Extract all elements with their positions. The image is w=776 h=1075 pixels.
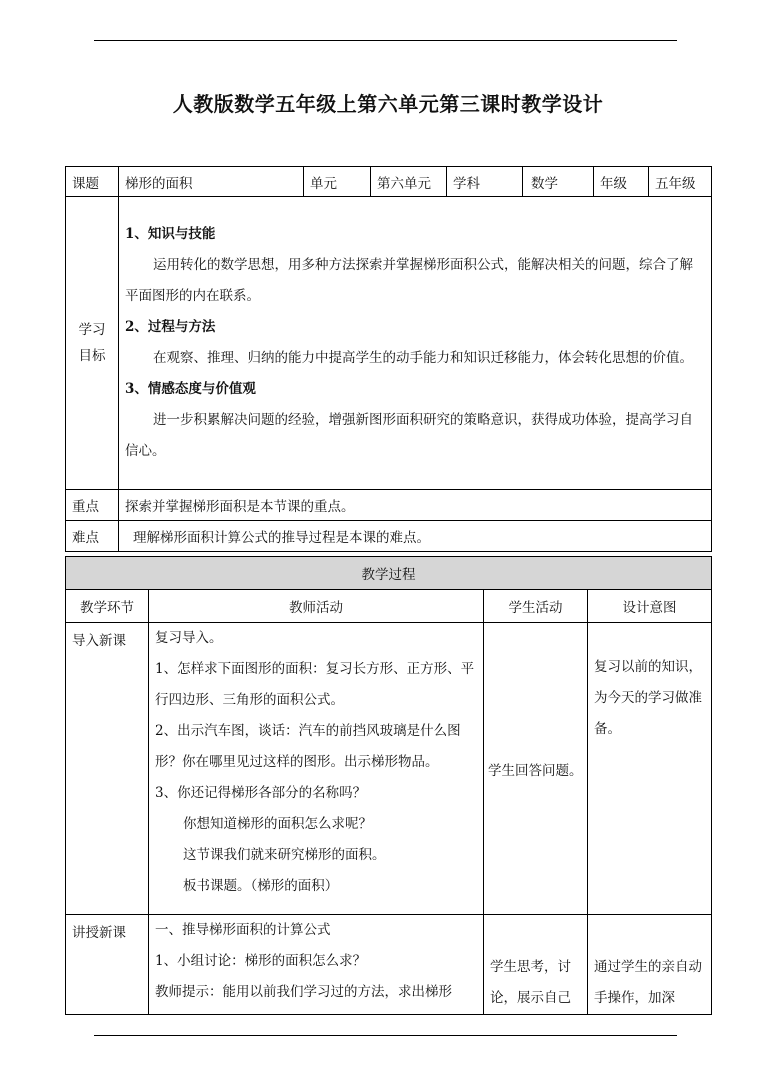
lesson-value: 梯形的面积 [119,167,304,197]
teacher-line: 2、出示汽车图，谈话：汽车的前挡风玻璃是什么图形？你在哪里见过这样的图形。出示梯形物品。 [155,723,461,770]
stage-intro: 导入新课 [66,623,149,915]
key-point-text: 探索并掌握梯形面积是本节课的重点。 [119,490,712,521]
teacher-line: 板书课题。（梯形的面积） [183,878,339,894]
teacher-line: 你想知道梯形的面积怎么求呢？ [183,816,372,832]
teacher-line: 3、你还记得梯形各部分的名称吗？ [155,785,367,801]
teacher-line: 复习导入。 [155,630,223,646]
objective-text-2: 在观察、推理、归纳的能力中提高学生的动手能力和知识迁移能力，体会转化思想的价值。 [153,350,693,366]
objective-heading-2: 2、过程与方法 [125,319,216,335]
header-intent: 设计意图 [588,590,712,623]
difficulty-text: 理解梯形面积计算公式的推导过程是本课的难点。 [119,521,712,552]
key-point-label: 重点 [66,490,119,521]
process-table [65,556,712,1015]
unit-value: 第六单元 [371,167,447,197]
difficulty-label: 难点 [66,521,119,552]
header-rule [94,40,677,41]
unit-label: 单元 [304,167,371,197]
teacher-line: 教师提示：能用以前我们学习过的方法，求出梯形 [155,984,452,1000]
design-intent-new: 通过学生的亲自动手操作，加深 [588,915,712,1015]
teacher-line: 一、推导梯形面积的计算公式 [155,922,331,938]
design-intent-intro: 复习以前的知识，为今天的学习做准备。 [588,623,712,915]
objectives-content [119,197,712,490]
objective-heading-3: 3、情感态度与价值观 [125,381,256,397]
page-title: 人教版数学五年级上第六单元第三课时教学设计 [172,92,604,116]
grade-label: 年级 [594,167,649,197]
grade-value: 五年级 [649,167,712,197]
subject-value: 数学 [523,167,594,197]
header-student: 学生活动 [484,590,588,623]
subject-label: 学科 [447,167,523,197]
teacher-line: 1、怎样求下面图形的面积：复习长方形、正方形、平行四边形、三角形的面积公式。 [155,661,475,708]
objectives-label: 学习目标 [66,197,119,490]
teacher-line: 这节课我们就来研究梯形的面积。 [183,847,386,863]
process-section-title: 教学过程 [66,557,712,590]
header-stage: 教学环节 [66,590,149,623]
teacher-activity-intro [149,623,484,915]
lesson-label: 课题 [66,167,119,197]
objective-text-3: 进一步积累解决问题的经验，增强新图形面积研究的策略意识，获得成功体验，提高学习自信心。 [125,412,693,459]
objective-heading-1: 1、知识与技能 [125,226,216,242]
teacher-line: 1、小组讨论：梯形的面积怎么求？ [155,953,367,969]
student-activity-intro: 学生回答问题。 [484,623,588,915]
teacher-activity-new [149,915,484,1015]
stage-new-lesson: 讲授新课 [66,915,149,1015]
header-teacher: 教师活动 [149,590,484,623]
objective-text-1: 运用转化的数学思想，用多种方法探索并掌握梯形面积公式，能解决相关的问题，综合了解平面图形的内在联系。 [125,257,693,304]
info-table [65,166,712,552]
footer-rule [94,1035,677,1036]
student-activity-new: 学生思考，讨论，展示自己 [484,915,588,1015]
